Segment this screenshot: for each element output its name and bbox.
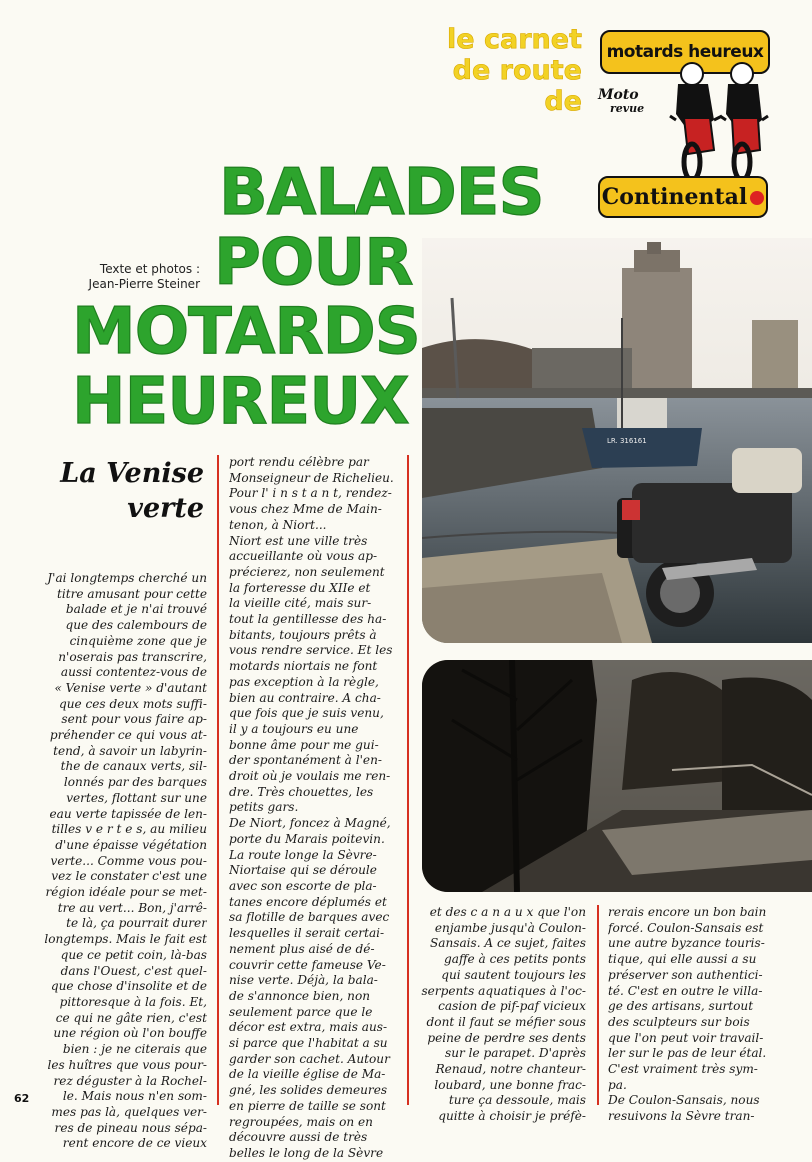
motorcyclists-illustration: [630, 58, 770, 183]
carnet-line-3: de: [544, 86, 582, 117]
moto-revue-word-2: revue: [610, 102, 645, 115]
article-column-1: J'ai longtemps cherché un titre amusant pour cette balade et je n'ai trouvé que des calembours de cinquième zone que je n'oserais pas transcrire, aussi contentez-vous de « Venise verte » d'autant que ces deux mots suffi- sent pour vous faire ap- préhender ce qui vous at- tend, à savoir un labyrin- the de canaux verts, sil- lonnés par des barques vertes, flottant sur une eau verte tapissée de len- tilles v e r t e s, au milieu d'une épaisse végétation verte... Comme vous pou- vez le constater c'est une région idéale pour se met- tre au vert... Bon, j'arrê- te là, ça pourrait durer longtemps. Mais le fait est que ce petit coin, là-bas dans l'Ouest, c'est quel- que chose d'insolite et de pittoresque à la fois. Et, ce qui ne gâte rien, c'est une région où l'on bouffe bien : je ne citerais que les huîtres que vous pour- rez déguster à la Rochel- le. Mais nous n'en som- mes pas là, quelques ver- res de pineau nous sépa- rent encore de ce vieux: [44, 571, 207, 1151]
article-column-2: port rendu célèbre par Monseigneur de Richelieu. Pour l' i n s t a n t, rendez- vous chez Mme de Main- tenon, à Niort... Niort est une ville très accueillante où vous ap- précierez, non seulement la forteresse du XIIe et la vieille cité, mais sur- tout la gentillesse des ha- bitants, toujours prêts à vous rendre service. Et les motards niortais ne font pas exception à la règle, bien au contraire. A cha- que fois que je suis venu, il y a toujours eu une bonne âme pour me gui- der spontanément à l'en- droit où je voulais me ren- dre. Très chouettes, les petits gars. De Niort, foncez à Magné, porte du Marais poitevin. La route longe la Sèvre- Niortaise qui se déroule avec son escorte de pla- tanes encore déplumés et sa flotille de barques avec lesquelles il serait certai- nement plus aisé de dé- couvrir cette fameuse Ve- nise verte. Déjà, la bala- de s'annonce bien, non seulement parce que le décor est extra, mais aus- si parce que l'habitat a su garder son cachet. Autour de la vieille église de Ma- gné, les solides demeures en pierre de taille se sont regroupées, mais on en découvre aussi de très belles le long de la Sèvre: [229, 455, 394, 1160]
page-number: 62: [14, 1092, 30, 1105]
subtitle-line-1: La Venise: [60, 458, 204, 489]
continental-logo: [598, 176, 768, 218]
carnet-title: [432, 24, 582, 117]
continental-horse-icon: [750, 191, 764, 205]
continental-label: Continental: [601, 184, 748, 210]
headline-line-1: BALADES: [219, 156, 544, 230]
article-column-3: et des c a n a u x que l'on enjambe jusqu'à Coulon- Sansais. A ce sujet, faites gaffe à ces petits ponts qui sautent toujours les serpents aquatiques à l'oc- casion de pif-paf vicieux dont il faut se méfier sous peine de perdre ses dents sur le parapet. D'après Renaud, notre chanteur- loubard, une bonne frac- ture ça dessoule, mais quitte à choisir je préfè-: [421, 905, 586, 1124]
photo-canal-trees: [422, 660, 812, 892]
moto-revue-logo: [598, 88, 653, 116]
subtitle-line-2: verte: [127, 493, 204, 524]
column-rule-1: [217, 455, 219, 1105]
svg-text:LR. 316161: LR. 316161: [607, 437, 647, 445]
headline-line-4: HEUREUX: [72, 365, 409, 439]
headline-line-3: MOTARDS: [72, 295, 420, 369]
carnet-line-1: le carnet: [447, 24, 582, 55]
photo-harbour-towers: [422, 238, 812, 643]
column-rule-3: [597, 905, 599, 1105]
column-rule-2: [407, 455, 409, 1105]
byline-author: Jean-Pierre Steiner: [88, 277, 200, 291]
carnet-line-2: de route: [452, 55, 582, 86]
subtitle: [40, 456, 204, 526]
boat-registration: [607, 437, 647, 445]
byline-line-1: Texte et photos :: [99, 262, 200, 276]
headline-line-2: POUR: [214, 226, 413, 300]
motards-heureux-badge: motards heureux: [600, 30, 770, 74]
article-column-4: rerais encore un bon bain forcé. Coulon-Sansais est une autre byzance touris- tique, qui elle aussi a su préserver son authentici- té. C'est en outre le villa- ge des artisans, surtout des sculpteurs sur bois que l'on peut voir travail- ler sur le pas de leur étal. C'est vraiment très sym- pa. De Coulon-Sansais, nous resuivons la Sèvre tran-: [608, 905, 767, 1124]
moto-revue-word-1: Moto: [598, 87, 639, 103]
byline: [40, 262, 200, 292]
